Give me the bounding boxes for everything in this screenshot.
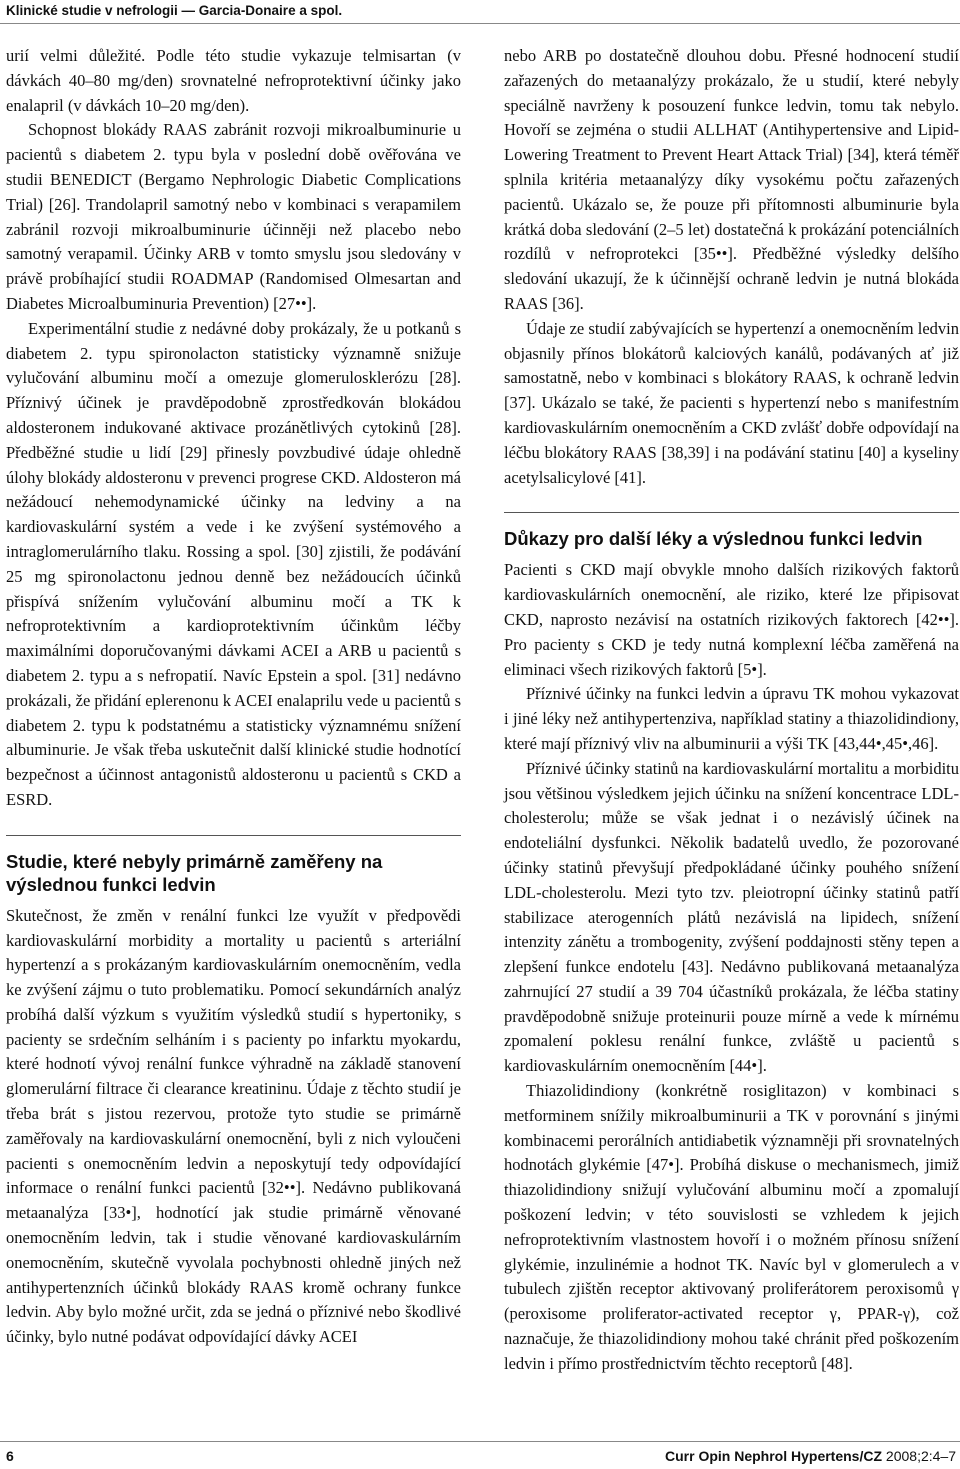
paragraph: Příznivé účinky statinů na kardiovaskulární mortalitu a morbiditu jsou většinou výsledkem jejich účinku na snížení koncentrace LDL-cholesterolu; může se však jednat i o nezávislý účinek na endoteliální dysfunkci. Několik badatelů uvedlo, že pozorované účinky statinů převyšují předpokládané účinky pouhého snížení LDL-cholesterolu. Mezi tyto tzv. pleiotropní účinky statinů patří stabilizace aterogenních plátů nezávislá na lipidech, snížení intenzity zánětu a trombogenity, zvýšení poddajnosti stěny tepen a zlepšení funkce endotelu [43]. Nedávno publikovaná metaanalýza zahrnující 27 studií a 39 704 účastníků prokázala, že léčba statiny pravděpodobně snižuje proteinurii pouze mírně a vede k mírnému zpomalení poklesu renální funkce, zvláště u pacientů s kardiovaskulárním onemocněním [44•].: [504, 758, 959, 1076]
journal-name: Curr Opin Nephrol Hypertens/CZ: [665, 1448, 883, 1464]
paragraph: Schopnost blokády RAAS zabránit rozvoji mikroalbuminurie u pacientů s diabetem 2. typu byla v poslední době ověřována ve studii BENEDICT (Bergamo Nephrologic Diabetic Complications Trial) [26]. Trandolapril samotný nebo v kombinaci s verapamilem zabránil rozvoji mikroalbuminurie účinněji než placebo nebo samotný verapamil. Účinky ARB v tomto smyslu jsou sledovány v právě probíhající studii ROADMAP (Randomised Olmesartan and Diabetes Microalbuminuria Prevention) [27••].: [6, 120, 461, 313]
paragraph: Příznivé účinky na funkci ledvin a úpravu TK mohou vykazovat i jiné léky než antihypertenziva, například statiny a thiazolidindiony, které mají příznivý vliv na albuminurii a výši TK [43,44•,45•,46].: [504, 684, 959, 753]
running-header: [0, 0, 960, 24]
page-number: 6: [6, 1448, 14, 1464]
paragraph: Thiazolidindiony (konkrétně rosiglitazon) v kombinaci s metforminem snížily mikroalbuminurii a TK v porovnání s jinými kombinacemi perorálních antidiabetik významněji při srovnatelných hodnotách glykémie [47•]. Probíhá diskuse o mechanismech, jimiž thiazolidindiony snižují vylučování albuminu močí a zpomalují poškození ledvin; v této souvislosti se vzhledem k jejich nefroprotektivním vlastnostem hovoří i o možném přínosu snížení glykémie, inzulinémie a hodnot TK. Navíc byl v glomerulech a v tubulech zjištěn receptor aktivovaný proliferátorem peroxisomů γ (peroxisome proliferator-activated receptor γ, PPAR-γ), což naznačuje, že thiazolidindiony mohou také chránit před poškozením ledvin i přímo prostřednictvím těchto receptorů [48].: [504, 1081, 959, 1373]
section-heading: Důkazy pro další léky a výslednou funkci ledvin: [504, 528, 923, 550]
running-title: Klinické studie v nefrologii — Garcia-Donaire a spol.: [6, 3, 343, 18]
journal-issue: 2008;2:4–7: [885, 1448, 956, 1464]
paragraph: Skutečnost, že změn v renální funkci lze využít v předpovědi kardiovaskulární morbidity a mortality u pacientů s arteriální hypertenzí a s prokázaným kardiovaskulárním onemocněním, vedla ke zvýšení zájmu o tuto problematiku. Pomocí sekundárních analýz probíhá další výzkum s využitím výsledků studií s hypertoniky, s pacienty se srdečním selháním i s pacienty po infarktu myokardu, které hodnotí vývoj renální funkce výhradně na základě stanovení glomerulární filtrace či clearance kreatininu. Údaje z těchto studií je třeba brát s jistou rezervou, protože tyto studie se primárně zaměřovaly na kardiovaskulární onemocnění, byli z nich vyloučeni pacienti s onemocněním ledvin a neposkytují tedy odpovídající informace o renální funkci pacientů [32••]. Nedávno publikovaná metaanalýza [33•], hodnotící jak studie primárně věnované onemocněním ledvin, tak i studie věnované kardiovaskulárním onemocněním, skutečně vyvolala pochybnosti ohledně jiných než antihypertenzních účinků blokády RAAS kromě ochrany funkce ledvin. Aby bylo možné určit, zda se jedná o příznivé nebo škodlivé účinky, bylo nutné podávat odpovídající dávky ACEI: [6, 905, 461, 1347]
page-footer: [0, 1441, 960, 1469]
paragraph: Pacienti s CKD mají obvykle mnoho dalších rizikových faktorů kardiovaskulárních onemocnění, ale riziko, které lze připisovat CKD, naprosto nezávisí na ostatních rizikových faktorech [42••]. Pro pacienty s CKD je tedy nutná komplexní léčba zaměřená na eliminaci všech rizikových faktorů [5•].: [504, 560, 959, 679]
left-column: [6, 44, 461, 1350]
journal-citation: [665, 1448, 956, 1464]
section-divider: [6, 835, 461, 836]
paragraph: urií velmi důležité. Podle této studie vykazuje telmisartan (v dávkách 40–80 mg/den) srovnatelné nefroprotektivní účinky jako enalapril (v dávkách 10–20 mg/den).: [6, 46, 461, 115]
paragraph: nebo ARB po dostatečně dlouhou dobu. Přesné hodnocení studií zařazených do metaanalýzy prokázalo, že u studií, které nebyly speciálně navrženy k posouzení funkce ledvin, tomu tak nebylo. Hovoří se zejména o studii ALLHAT (Antihypertensive and Lipid-Lowering Treatment to Prevent Heart Attack Trial) [34], která téměř splnila kritéria metaanalýzy díky vysokému počtu zařazených pacientů. Ukázalo se, že pouze při přítomnosti albuminurie byla krátká doba sledování (2–5 let) dostatečná k prokázání potenciálních rozdílů v nefroprotekci [35••]. Předběžné výsledky delšího sledování ukazují, že k účinnější ochraně ledvin je nutná blokáda RAAS [36].: [504, 46, 959, 313]
paragraph: Údaje ze studií zabývajících se hypertenzí a onemocněním ledvin objasnily přínos blokátorů kalciových kanálů, podávaných ať již samostatně, nebo v kombinaci s blokátory RAAS, k ochraně ledvin [37]. Ukázalo se také, že pacienti s hypertenzí nebo s manifestním kardiovaskulárním onemocněním a CKD zvlášť dobře odpovídají na léčbu blokátory RAAS [38,39] i na podávání statinu [40] a kyseliny acetylsalicylové [41].: [504, 318, 959, 487]
section-divider: [504, 512, 959, 513]
right-column: [504, 44, 959, 1377]
section-heading: Studie, které nebyly primárně zaměřeny na výslednou funkci ledvin: [6, 850, 383, 895]
paragraph: Experimentální studie z nedávné doby prokázaly, že u potkanů s diabetem 2. typu spironolacton statisticky významně snižuje vylučování albuminu močí a omezuje glomerulosklerózu [28]. Příznivý účinek je pravděpodobně zprostředkován blokádou aldosteronem indukované aktivace prozánětlivých cytokinů [28]. Předběžné studie u lidí [29] přinesly povzbudivé údaje ohledně úlohy blokády aldosteronu v prevenci progrese CKD. Aldosteron má nežádoucí nehemodynamické účinky na ledviny a na kardiovaskulární systém a vede i ke zvýšení systémového a intraglomerulárního tlaku. Rossing a spol. [30] zjistili, že podávání 25 mg spironolactonu jednou denně bez nežádoucích účinků přispívá snížením vylučování albuminu močí a TK k nefroprotektivním a kardioprotektivním účinkům léčby maximálními doporučovanými dávkami ACEI a ARB u pacientů s diabetem 2. typu a s nefropatií. Navíc Epstein a spol. [31] nedávno prokázali, že přidání eplerenonu k ACEI enalaprilu vede u pacientů s diabetem 2. typu k podstatnému a statisticky významnému snížení albuminurie. Je však třeba uskutečnit další klinické studie hodnotící bezpečnost a účinnost antagonistů aldosteronu u pacientů s CKD a ESRD.: [6, 318, 461, 809]
